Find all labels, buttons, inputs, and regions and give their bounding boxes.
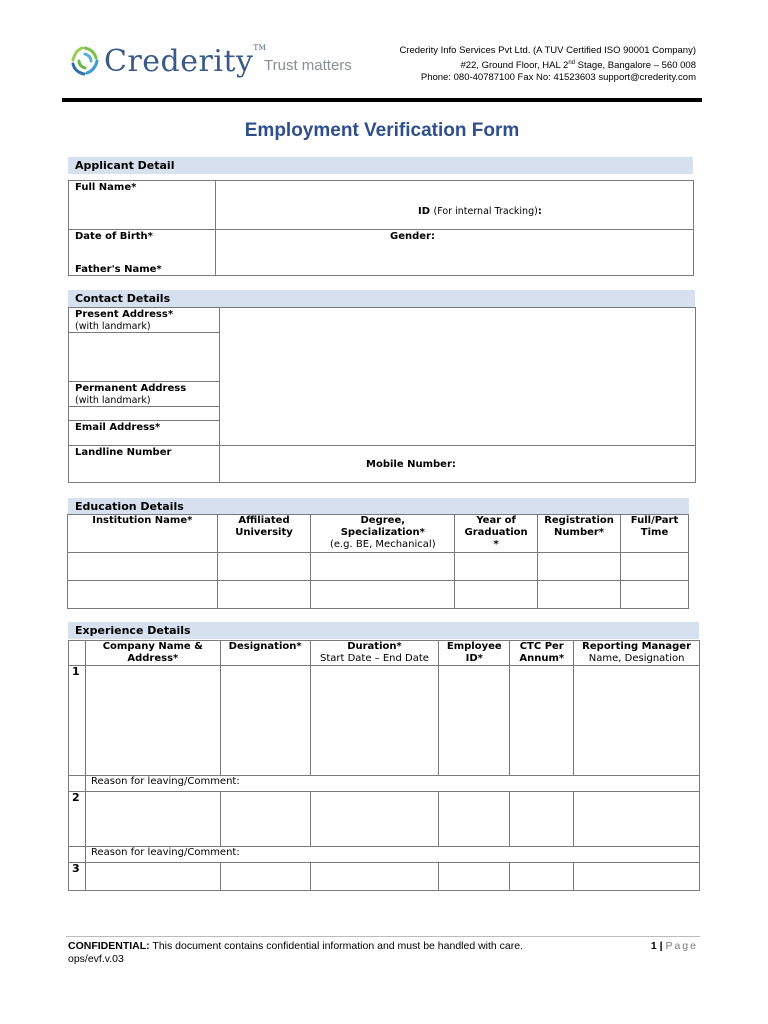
education-cell[interactable] [621, 581, 689, 609]
logo-wordmark: Crederity™ [104, 44, 267, 79]
label-date-of-birth: Date of Birth* [75, 231, 153, 242]
table-row [68, 553, 689, 581]
col-duration: Duration* Start Date – End Date [310, 641, 439, 666]
experience-cell[interactable] [439, 792, 510, 847]
trademark: TM [253, 44, 267, 52]
experience-cell[interactable] [510, 666, 574, 776]
experience-cell[interactable] [85, 666, 220, 776]
education-cell[interactable] [68, 581, 218, 609]
reason-for-leaving[interactable]: Reason for leaving/Comment: [85, 776, 699, 792]
education-cell[interactable] [311, 553, 455, 581]
col-employee-id: Employee ID* [439, 641, 510, 666]
label-id: ID (For internal Tracking): [418, 206, 542, 217]
table-row [69, 847, 700, 863]
company-contact-line: Phone: 080-40787100 Fax No: 41523603 support@crederity.com [420, 72, 696, 84]
company-address-block [336, 45, 696, 84]
education-cell[interactable] [621, 553, 689, 581]
logo [68, 42, 368, 82]
col-registration-number: Registration Number* [538, 515, 621, 553]
education-cell[interactable] [538, 581, 621, 609]
education-cell[interactable] [68, 553, 218, 581]
experience-cell[interactable] [310, 863, 439, 891]
present-address-field[interactable] [221, 309, 694, 443]
experience-cell[interactable] [510, 792, 574, 847]
education-cell[interactable] [455, 553, 538, 581]
section-experience-details: Experience Details [68, 622, 699, 639]
table-row [69, 863, 700, 891]
experience-table [68, 640, 700, 891]
reason-for-leaving[interactable]: Reason for leaving/Comment: [85, 847, 699, 863]
col-full-part-time: Full/Part Time [621, 515, 689, 553]
experience-cell[interactable] [220, 666, 310, 776]
col-ctc-per-annum: CTC Per Annum* [510, 641, 574, 666]
experience-cell[interactable] [439, 863, 510, 891]
crederity-swirl-icon [68, 44, 102, 78]
experience-cell[interactable] [85, 792, 220, 847]
experience-cell[interactable] [220, 792, 310, 847]
label-present-address: Present Address* (with landmark) [75, 309, 174, 332]
experience-cell[interactable] [574, 792, 700, 847]
label-mobile-number: Mobile Number: [366, 459, 456, 470]
education-cell[interactable] [217, 553, 311, 581]
education-table [67, 514, 689, 609]
col-reporting-manager: Reporting Manager Name, Designation [574, 641, 700, 666]
col-designation: Designation* [220, 641, 310, 666]
experience-cell[interactable] [574, 666, 700, 776]
education-cell[interactable] [311, 581, 455, 609]
company-address-line: #22, Ground Floor, HAL 2nd Stage, Bangalore – 560 008 [460, 60, 696, 72]
table-row [69, 776, 700, 792]
header-rule [62, 98, 702, 102]
label-fathers-name: Father's Name* [75, 264, 162, 275]
row-number: 1 [69, 666, 86, 776]
col-institution-name: Institution Name* [68, 515, 218, 553]
experience-cell[interactable] [220, 863, 310, 891]
col-affiliated-university: Affiliated University [217, 515, 311, 553]
full-name-field[interactable] [217, 182, 692, 228]
tagline: Trust matters [264, 57, 352, 74]
row-number: 3 [69, 863, 86, 891]
section-applicant-detail: Applicant Detail [68, 157, 693, 174]
label-gender: Gender: [390, 231, 435, 242]
confidential-notice: This document contains confidential information and must be handled with care. [149, 940, 524, 952]
label-landline-number: Landline Number [75, 447, 172, 458]
label-full-name: Full Name* [75, 182, 137, 193]
confidential-label: CONFIDENTIAL: [68, 940, 150, 952]
row-number: 2 [69, 792, 86, 847]
page-title: Employment Verification Form [244, 120, 520, 141]
experience-cell[interactable] [510, 863, 574, 891]
section-education-details: Education Details [68, 498, 689, 515]
experience-cell[interactable] [574, 863, 700, 891]
table-row [68, 581, 689, 609]
col-company-name-address: Company Name & Address* [85, 641, 220, 666]
table-row [69, 666, 700, 776]
education-cell[interactable] [538, 553, 621, 581]
col-year-of-graduation: Year of Graduation * [455, 515, 538, 553]
experience-cell[interactable] [85, 863, 220, 891]
table-row [69, 792, 700, 847]
section-contact-details: Contact Details [68, 290, 695, 307]
page-number: 1 | Page [650, 940, 698, 952]
label-permanent-address: Permanent Address (with landmark) [75, 383, 187, 406]
document-code: ops/evf.v.03 [68, 953, 124, 965]
dob-field[interactable] [217, 231, 387, 275]
education-cell[interactable] [217, 581, 311, 609]
experience-cell[interactable] [439, 666, 510, 776]
experience-cell[interactable] [310, 666, 439, 776]
label-email-address: Email Address* [75, 422, 161, 433]
col-degree-specialization: Degree, Specialization* (e.g. BE, Mechanical) [311, 515, 455, 553]
experience-cell[interactable] [310, 792, 439, 847]
company-name-line: Crederity Info Services Pvt Ltd. (A TUV Certified ISO 90001 Company) [399, 45, 696, 56]
education-cell[interactable] [455, 581, 538, 609]
footer-notice [68, 940, 628, 966]
